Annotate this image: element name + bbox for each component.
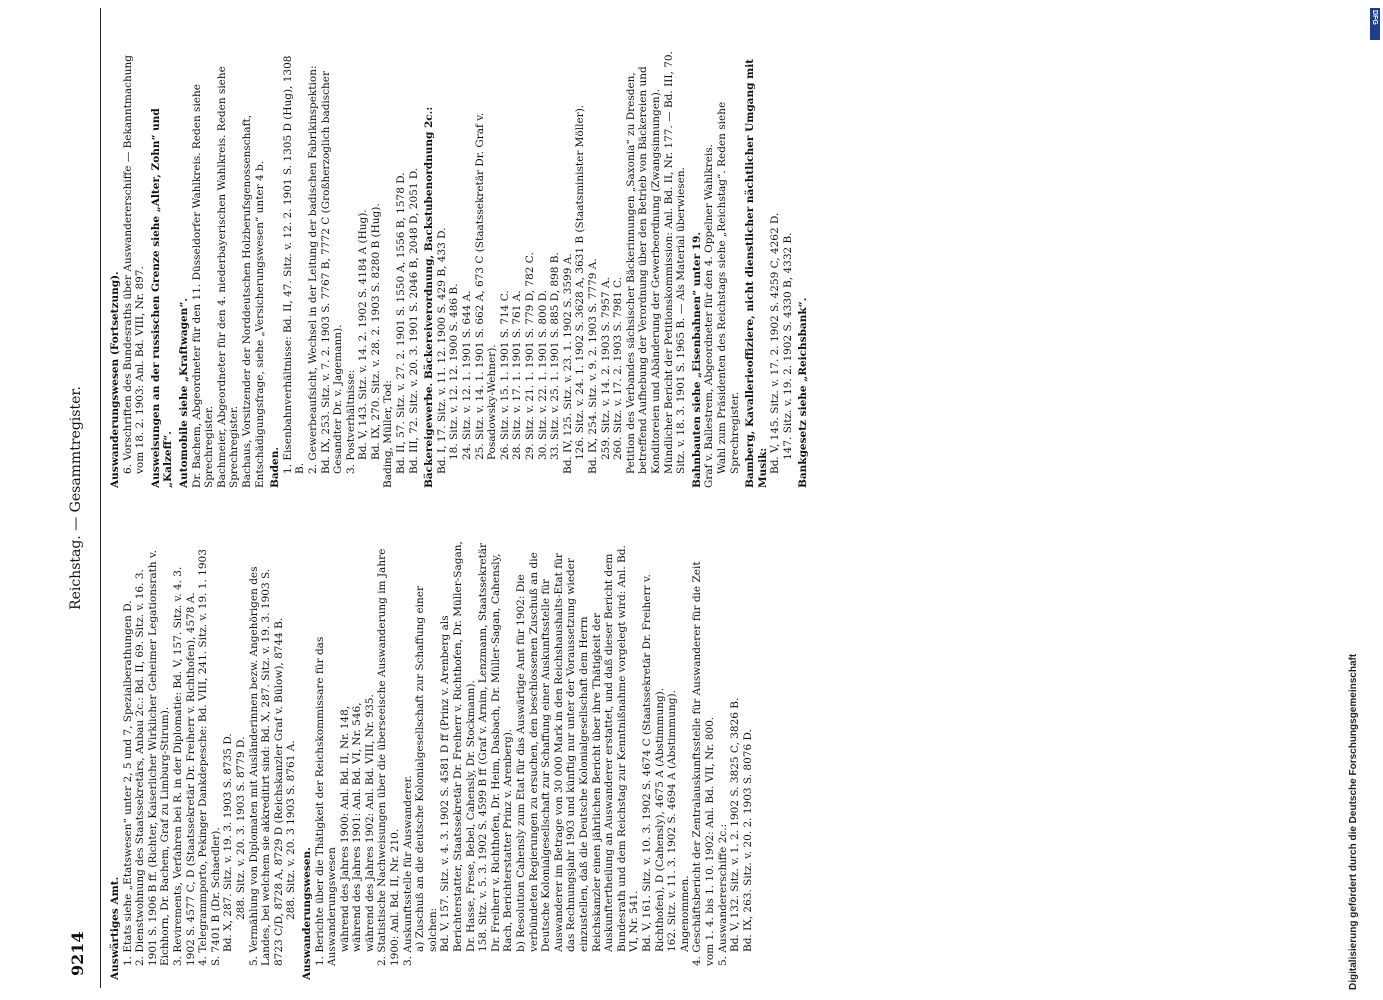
dfg-logo <box>1370 8 1380 40</box>
register-entry: 4. Geschäftsbericht der Zentralauskunftsstelle für Auswanderer für die Zeit vom 1. 4. bis 1. 10. 1902: Anl. Bd. VII, Nr. 800. <box>691 561 716 966</box>
register-entry: a) Zuschuß an die deutsche Kolonialgesellschaft zur Schaffung einer solchen: <box>414 585 439 952</box>
register-entry: während des Jahres 1901: Anl. Bd. VI, Nr. 546, <box>351 702 364 952</box>
register-entry: Bd. V, 157. Sitz. v. 4. 3. 1902 S. 4581 D ff (Prinz v. Arenberg als Berichterstatter, Staatssekretär Dr. Freiherr v. Richthofen, Dr. Müller-Sagan, Dr. Hasse, Frese, Bebel, Cahensly, Dr. Stockmann). <box>439 541 477 952</box>
digitization-credit: Digitalisierung gefördert durch die Deutsche Forschungsgemeinschaft <box>1348 653 1359 990</box>
register-entry: 288. Sitz. v. 20. 3 1903 S. 8761 A. <box>285 740 298 920</box>
register-entry: 29. Sitz. v. 21. 1. 1901 S. 779 D, 782 C. <box>524 252 536 460</box>
register-entry: 18. Sitz. v. 12. 12. 1900 S. 486 B. <box>448 283 461 460</box>
rotated-page <box>60 8 1360 988</box>
register-entry: während des Jahres 1902: Anl. Bd. VIII, Nr. 935. <box>363 694 376 952</box>
register-entry: während des Jahres 1900: Anl. Bd. II, Nr. 148, <box>338 705 351 952</box>
register-entry: Bachmeier, Abgeordneter für den 4. niederbayerischen Wahlkreis. Reden siehe Sprechregister. <box>215 66 241 488</box>
register-entry: 2. Statistische Nachweisungen über die überseeische Auswanderung im Jahre 1900: Anl. Bd. II, Nr. 210. <box>376 548 402 966</box>
register-entry: Angenommen. <box>678 875 691 952</box>
register-heading: Ausweisungen an der russischen Grenze siehe „Alter, Zohn“ und „Kalzeff“. <box>149 108 175 488</box>
register-entry: 25. Sitz. v. 14. 1. 1901 S. 662 A, 673 C (Staatssekretär Dr. Graf v. Posadowsky-Wehner). <box>473 112 499 460</box>
register-heading: Baden. <box>269 447 282 488</box>
register-entry: 126. Sitz. v. 24. 1. 1902 S. 3628 A, 3631 B (Staatsminister Möller). <box>574 104 587 460</box>
register-entry: 24. Sitz. v. 12. 1. 1901 S. 644 A. <box>461 290 474 460</box>
register-entry: Bd. IX, 263. Sitz. v. 20. 2. 1903 S. 8076 D. <box>741 729 754 952</box>
register-entry: 26. Sitz. v. 15. 1. 1901 S. 714 C. <box>498 290 511 460</box>
register-entry: Bading, Müller, Tod: <box>382 380 395 488</box>
register-entry: Bd. IX, 254. Sitz. v. 9. 2. 1903 S. 7779 A. <box>586 258 599 474</box>
right-column <box>106 48 1346 488</box>
register-entry: 3. Revirements, Verfahren bei R. in der Diplomatie: Bd. V, 157. Sitz. v. 4. 3. 1902 S. 4577 C, D (Staatssekretär Dr. Freiherr v. Richthofen), 4578 A. <box>171 566 197 966</box>
register-entry: Graf v. Ballestrem, Abgeordneter für den 4. Oppelner Wahlkreis. <box>703 144 716 488</box>
page-number: 9214 <box>68 931 87 976</box>
register-entry: Bd. III, 72. Sitz. v. 20. 3. 1901 S. 2046 B, 2048 D, 2051 D. <box>407 167 420 474</box>
register-entry: 5. Vermählung von Diplomaten mit Ausländerinnen bezw. Angehörigen des Landes, bei welchem sie akkreditirt sind: Bd. X, 287. Sitz. v. 19. 3. 1903 S. 8723 C/D, 8728 A, 8729 D (Reichskanzler Graf v. Bülow), 8744 B. <box>247 566 285 966</box>
register-entry: Bd. V, 145. Sitz. v. 17. 2. 1902 S. 4259 C, 4262 D. <box>769 212 782 474</box>
register-entry: 259. Sitz. v. 14. 2. 1903 S. 7957 A. <box>599 277 612 460</box>
register-entry: 3. Postverhältnisse: <box>344 369 357 474</box>
register-entry: 1. Eisenbahnverhältnisse: Bd. II, 47. Sitz. v. 12. 2. 1901 S. 1305 D (Hug), 1308 B. <box>281 55 307 474</box>
register-entry: Bd. V, 161. Sitz. v. 10. 3. 1902 S. 4674 C (Staatssekretär Dr. Freiherr v. Richthofen), D (Cahensly), 4675 A (Abstimmung). <box>640 574 666 952</box>
register-entry: 28. Sitz. v. 17. 1. 1901 S. 761 A. <box>511 290 524 460</box>
register-entry: Bd. IX, 270. Sitz. v. 28. 2. 1903 S. 8280 B (Hug). <box>369 203 382 460</box>
register-entry: 260. Sitz. v. 17. 2. 1903 S. 7981 C. <box>612 276 625 460</box>
register-heading: Automobile siehe „Kraftwagen“. <box>177 297 190 488</box>
register-entry: Petition des Verbandes sächsischer Bäckerinnungen „Saxonia“ zu Dresden, betreffend Aufhebung der Verordnung über den Betrieb von Bäckereien und Konditoreien und Abänderung der Gewerbeordnung (Zwangsinnungen). Mündlicher Bericht der Petitionskommission: Anl. Bd. II, Nr. 177. — Bd. III, 70. Sitz. v. 18. 3. 1901 S. 1965 B. — Als Material überwiesen. <box>624 51 688 474</box>
left-column <box>106 540 1346 980</box>
register-entry: 4. Telegrammporto, Pekinger Dankdepesche: Bd. VIII, 241. Sitz. v. 19. 1. 1903 S. 7401 B (Dr. Schaedler). <box>197 549 222 966</box>
register-entry: 2. Gewerbeaufsicht, Wechsel in der Leitung der badischen Fabrikinspektion: Bd. IX, 253. Sitz. v. 7. 2. 1903 S. 7767 B, 7772 C (Großherzoglich badischer Gesandter Dr. v. Jagemann). <box>306 65 345 474</box>
register-heading: Auswanderungswesen. <box>300 847 313 980</box>
register-entry: Bd. V, 132. Sitz. v. 1. 2. 1902 S. 3825 C, 3826 B. <box>729 697 742 952</box>
register-entry: Bachaus, Vorsitzender der Norddeutschen Holzberufsgenossenschaft, Entschädigungsfrage, siehe „Versicherungswesen“ unter 4 b. <box>240 114 266 488</box>
register-entry: 33. Sitz. v. 25. 1. 1901 S. 885 D, 898 B. <box>549 252 562 460</box>
register-heading: Bamberg, Kavallerieoffiziere, nicht dienstlicher nächtlicher Umgang mit Musik: <box>744 58 769 488</box>
register-heading: Auswärtiges Amt. <box>109 876 121 980</box>
register-entry: Bd. X, 287. Sitz. v. 19. 3. 1903 S. 8735 D. <box>222 733 235 952</box>
register-entry: Bd. IV, 125. Sitz. v. 23. 1. 1902 S. 3599 A. <box>561 253 574 474</box>
register-entry: 158. Sitz. v. 5. 3. 1902 S. 4599 B ff (Graf v. Arnim, Lenzmann, Staatssekretär Dr. Freiherr v. Richthofen, Dr. Heim, Dasbach, Dr. Müller-Sagan, Cahensly, Rach, Berichterstatter Prinz v. Arenberg). <box>477 542 515 952</box>
register-heading: Auswanderungswesen (Fortsetzung). <box>109 271 121 488</box>
register-entry: b) Resolution Cahensly zum Etat für das Auswärtige Amt für 1902: Die verbündeten Regierungen zu ersuchen, den beschlossenen Zuschuß an die Deutsche Kolonialgesellschaft zur Schaffung einer Auskunftsstelle für Auswanderer im Betrage von 30 000 Mark in den Reichshaushalts-Etat für das Rechnungsjahr 1903 und künftig nur unter der Voraussetzung wieder einzustellen, daß die Deutsche Kolonialgesellschaft dem Herrn Reichskanzler einen jährlichen Bericht über ihre Thätigkeit der Auskunftertheilung an Auswanderer erstattet, und daß dieser Bericht dem Bundesrath und dem Reichstag zur Kenntnißnahme vorgelegt wird: Anl. Bd. VI, Nr. 541. <box>515 545 641 952</box>
register-heading: Bahnbauten siehe „Eisenbahnen“ unter 19. <box>690 231 703 488</box>
register-entry: Bd. V, 143. Sitz. v. 14. 2. 1902 S. 4184 A (Hug). <box>357 209 370 460</box>
register-entry: Dr. Bachem, Abgeordneter für den 11. Düsseldorfer Wahlkreis. Reden siehe Sprechregister. <box>190 84 216 488</box>
register-entry: Bd. II, 57. Sitz. v. 27. 2. 1901 S. 1550 A, 1556 B, 1578 D. <box>395 172 408 474</box>
register-entry: 30. Sitz. v. 22. 1. 1901 S. 800 D. <box>536 289 549 460</box>
dfg-logo-text: DFG <box>1371 10 1378 25</box>
register-heading: Bäckereigewerbe. Bäckereiverordnung, Backstubenordnung 2c.: <box>423 106 436 488</box>
register-entry: 2. Dienstwohnung des Staatssekretärs, Anbau 2c.: Bd. II, 69. Sitz. v. 16. 3. 1901 S. 1906 B ff. (Richter, Kaiserlicher Wirklicher Geheimer Legationsrath v. Eichhorn, Dr. Bachem, Graf zu Limburg-Stirum). <box>134 549 172 966</box>
register-entry: 1. Etats siehe „Etatswesen“ unter 2, 5 und 7, Spezialberathungen D. <box>121 600 134 966</box>
register-entry: 288. Sitz. v. 20. 3. 1903 S. 8779 D. <box>234 736 247 920</box>
register-entry: 162. Sitz. v. 11. 3. 1902 S. 4694 A (Abstimmung). <box>666 690 679 952</box>
register-entry: 6. Vorschriften des Bundesraths über Auswandererschiffe — Bekanntmachung vom 18. 2. 1903: Anl. Bd. VIII, Nr. 897. <box>121 55 147 474</box>
register-entry: Bd. I, 17. Sitz. v. 11. 12. 1900 S. 429 B, 433 D. <box>435 227 448 474</box>
page-header <box>60 8 101 988</box>
register-entry: 1. Berichte über die Thätigkeit der Reichskommissare für das Auswanderungswesen <box>313 636 339 966</box>
register-entry: 5. Auswandererschiffe 2c.: <box>716 823 729 966</box>
register-entry: Wahl zum Präsidenten des Reichstags siehe „Reichstag“. Reden siehe Sprechregister. <box>715 101 741 474</box>
page-title: Reichstag. — Gesammtregister. <box>68 386 84 610</box>
register-heading: Bankgesetz siehe „Reichsbank“. <box>797 297 810 488</box>
register-entry: 3. Auskunftsstelle für Auswanderer. <box>401 775 414 966</box>
register-entry: 147. Sitz. v. 19. 2. 1902 S. 4330 B, 4332 B. <box>781 232 794 460</box>
